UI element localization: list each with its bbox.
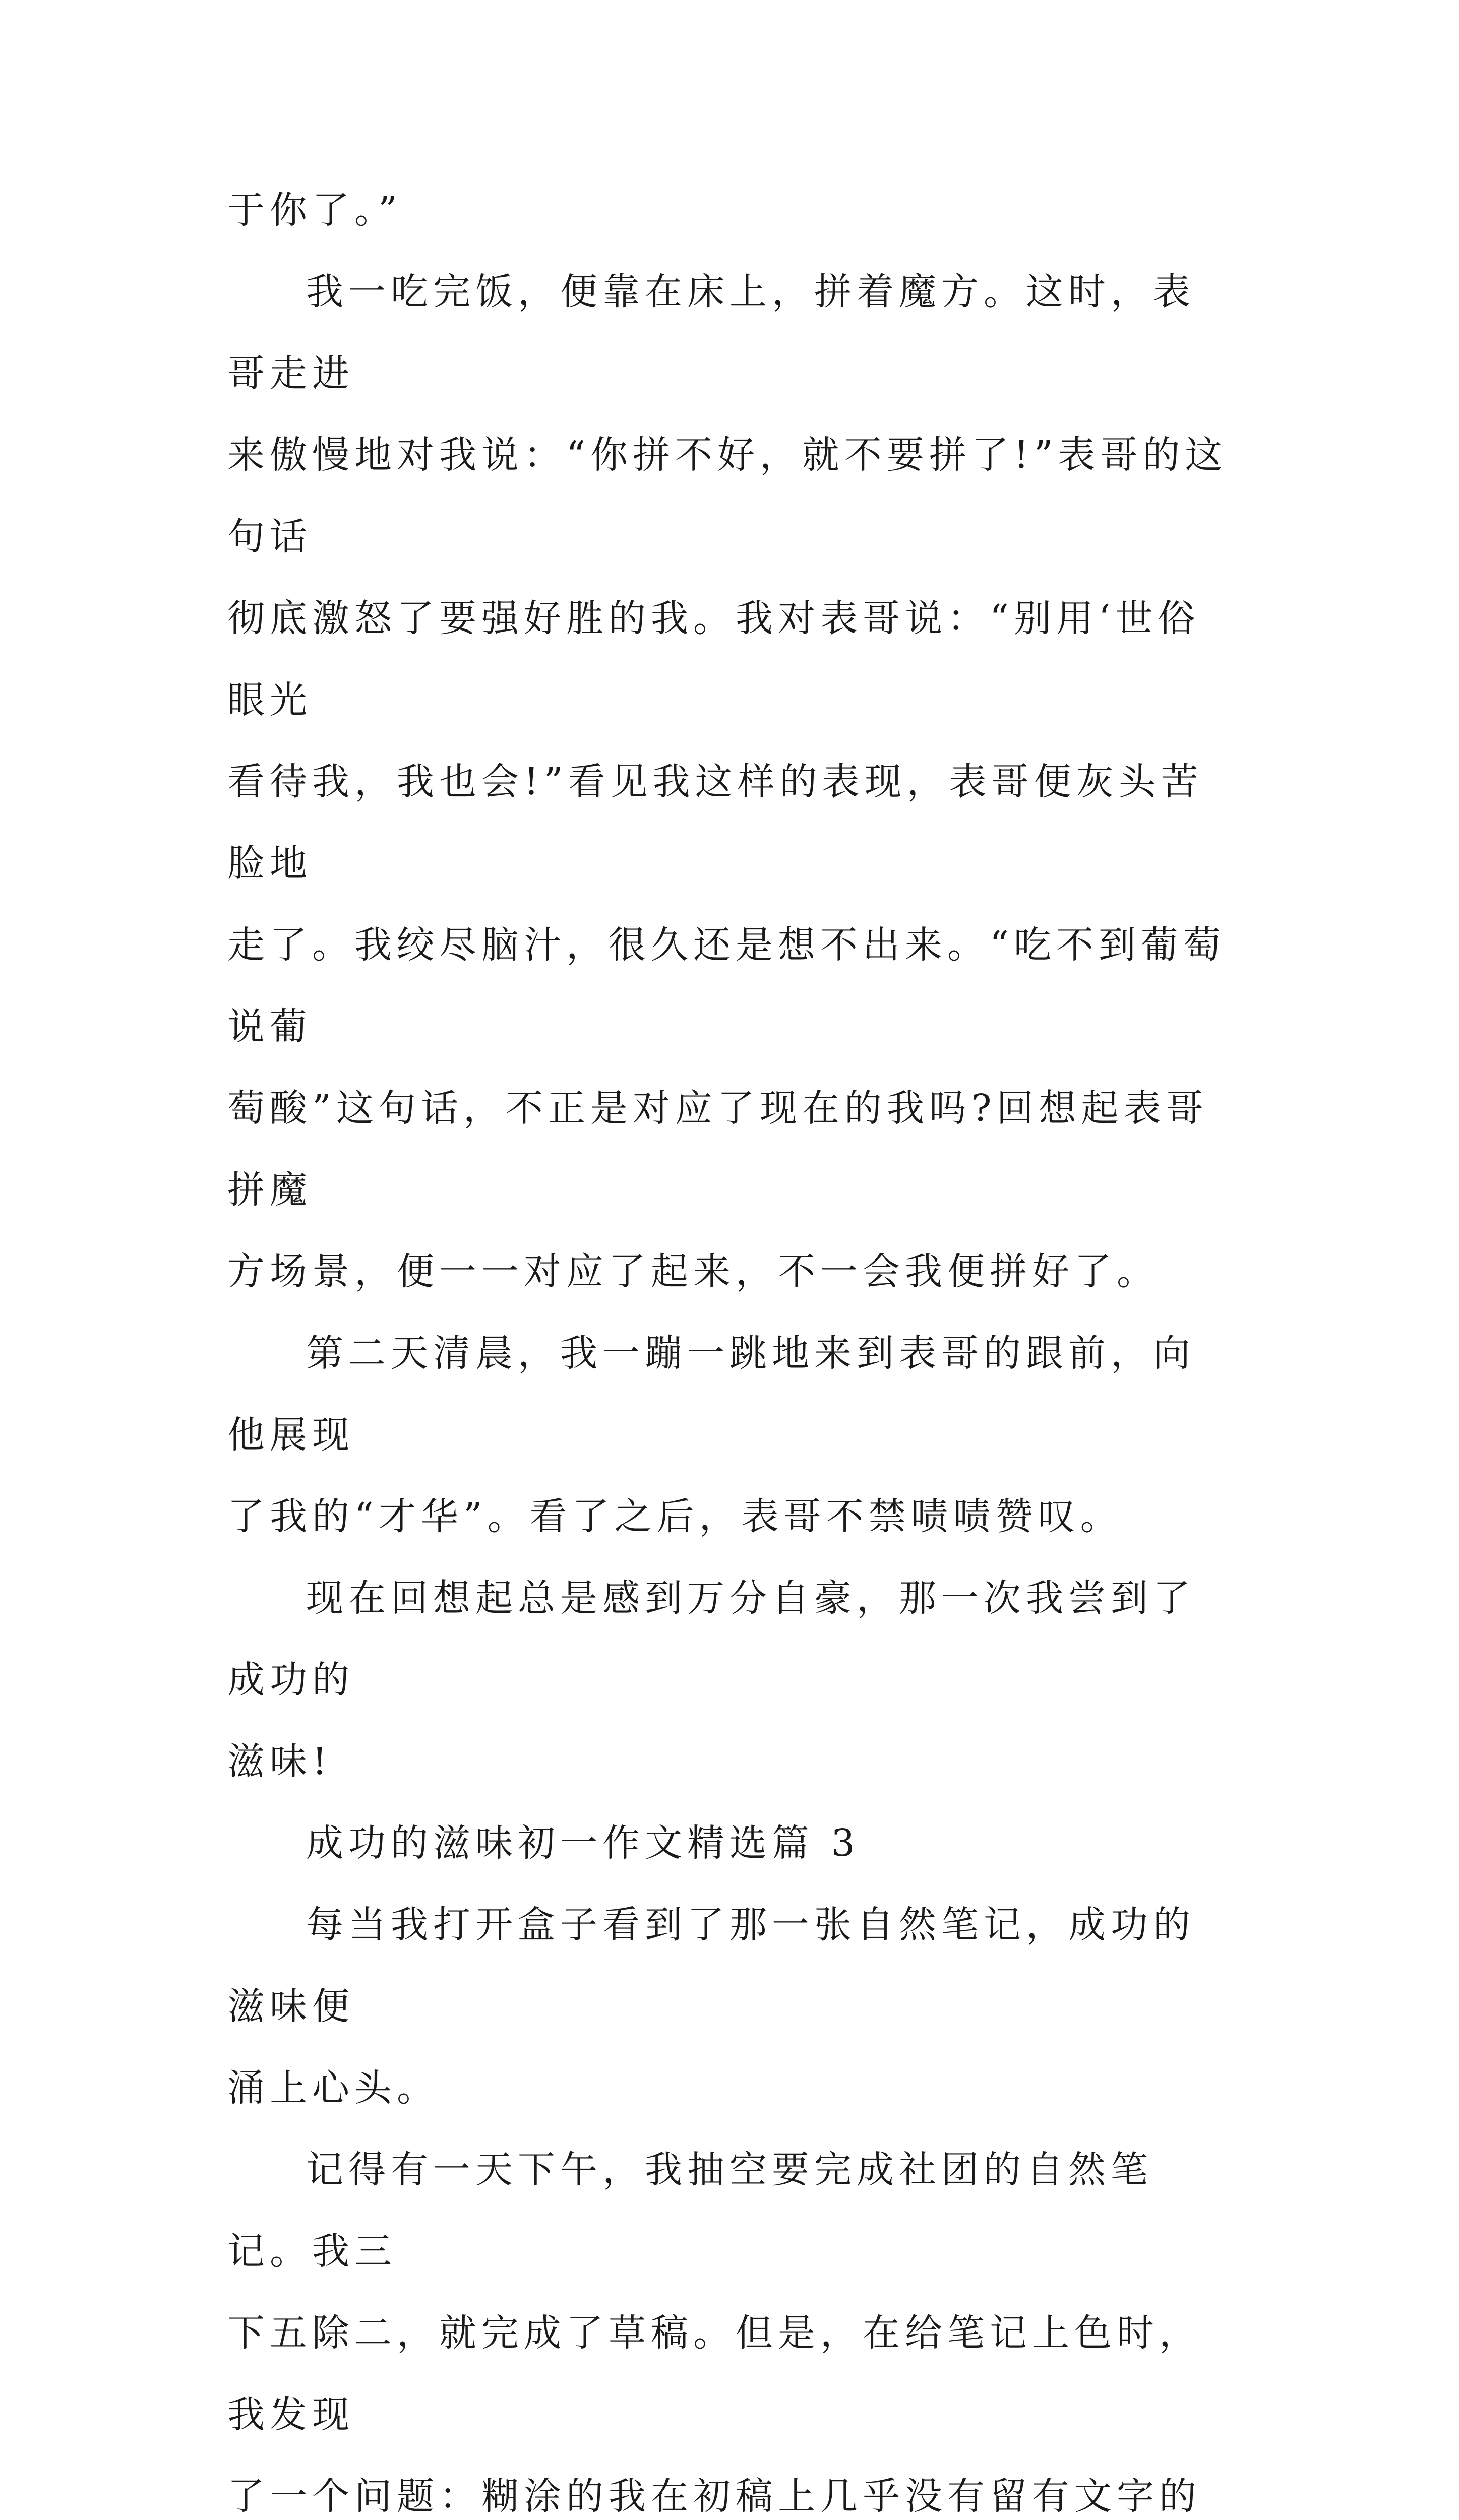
paragraph-1: 于你了。”	[227, 188, 402, 232]
paragraph-4: 现在回想起总是感到万分自豪，那一次我尝到了成功的 滋味!	[227, 1577, 1195, 1783]
document-body	[227, 169, 1236, 2520]
paragraph-2: 我一吃完饭，便靠在床上，拼着魔方。这时，表哥走进 来傲慢地对我说：“你拼不好，就不要拼了!”表哥的这句话 彻底激怒了要强好胜的我。我对表哥说：“别用‘世俗眼光 看待我，我也会!”看见我这样的表现，表哥便灰头苦脸地 走了。我绞尽脑汁，很久还是想不出来。“吃不到葡萄说葡 萄酸”这句话，不正是对应了现在的我吗?回想起表哥拼魔 方场景，便一一对应了起来，不一会我便拼好了。	[227, 270, 1228, 1293]
paragraph-5: 每当我打开盒子看到了那一张自然笔记，成功的滋味便 涌上心头。	[227, 1903, 1195, 2110]
paragraph-6: 记得有一天下午，我抽空要完成社团的自然笔记。我三 下五除二，就完成了草稿。但是，在给笔记上色时，我发现 了一个问题：糊涂的我在初稿上几乎没有留有文字的	[227, 2148, 1201, 2518]
section-heading: 成功的滋味初一作文精选篇 3	[306, 1821, 860, 1865]
paragraph-3: 第二天清晨，我一蹦一跳地来到表哥的跟前，向他展现 了我的“才华”。看了之后，表哥不禁啧啧赞叹。	[227, 1332, 1195, 1538]
